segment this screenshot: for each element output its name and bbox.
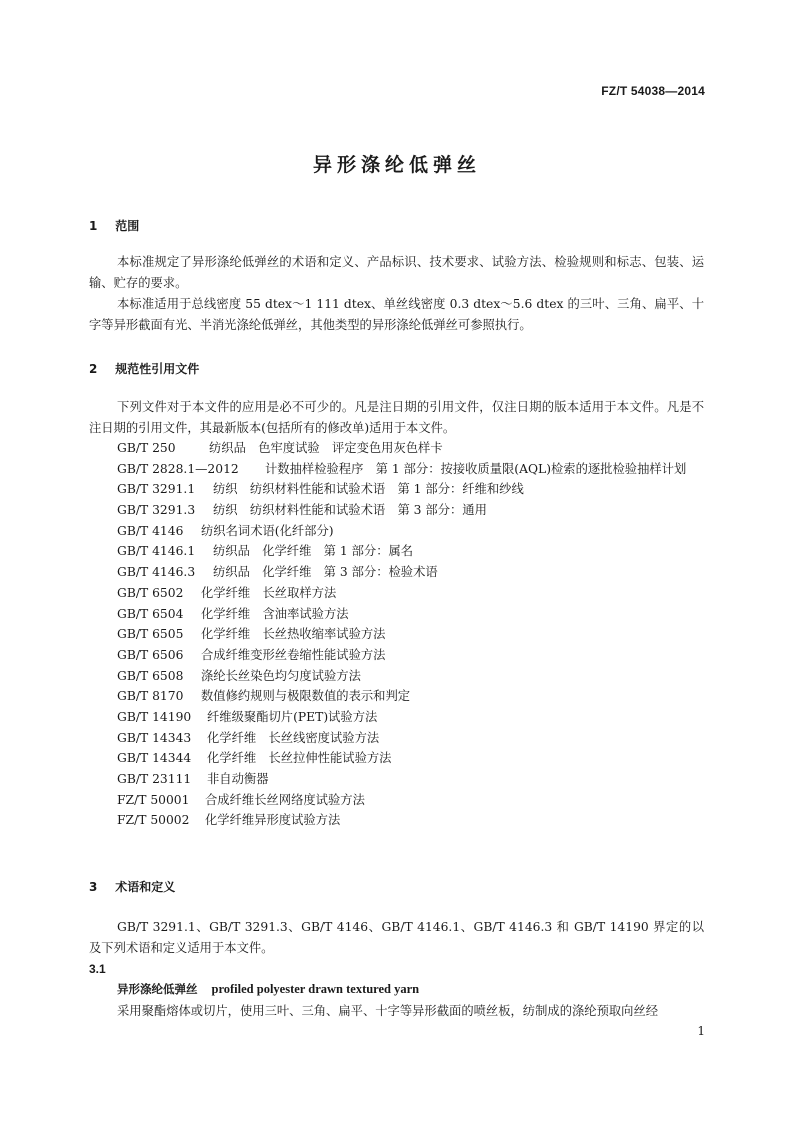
reference-title: 非自动衡器 <box>207 772 269 787</box>
reference-item <box>89 459 704 480</box>
standard-code: FZ/T 54038—2014 <box>601 84 705 98</box>
reference-item <box>89 562 704 583</box>
reference-item <box>89 790 704 811</box>
reference-code: GB/T 23111 <box>117 772 192 787</box>
section-2-heading <box>89 360 199 377</box>
section-1-paragraph-1: 本标准规定了异形涤纶低弹丝的术语和定义、产品标识、技术要求、试验方法、检验规则和标志、包装、运输、贮存的要求。 <box>89 255 704 290</box>
reference-title: 化学纤维 长丝取样方法 <box>201 585 337 600</box>
reference-item <box>89 541 704 562</box>
term-definition: 采用聚酯熔体或切片，使用三叶、三角、扁平、十字等异形截面的喷丝板，纺制成的涤纶预取向丝经 <box>117 1004 659 1018</box>
section-number: 3 <box>89 880 98 894</box>
reference-code: GB/T 14344 <box>117 751 192 766</box>
reference-item <box>89 500 704 521</box>
reference-code: GB/T 14190 <box>117 709 192 724</box>
reference-item <box>89 666 704 687</box>
reference-code: GB/T 14343 <box>117 730 192 745</box>
reference-code: FZ/T 50002 <box>117 813 190 828</box>
section-3-heading <box>89 878 175 895</box>
section-title: 术语和定义 <box>115 880 176 894</box>
reference-item <box>89 769 704 790</box>
section-1-heading <box>89 217 139 234</box>
normative-references-list <box>89 438 704 831</box>
section-2-intro: 下列文件对于本文件的应用是必不可少的。凡是注日期的引用文件，仅注日期的版本适用于本文件。凡是不注日期的引用文件，其最新版本(包括所有的修改单)适用于本文件。 <box>89 400 704 435</box>
reference-title: 纺织品 色牢度试验 评定变色用灰色样卡 <box>209 441 443 455</box>
reference-item <box>89 707 704 728</box>
reference-item <box>89 521 704 542</box>
reference-title: 数值修约规则与极限数值的表示和判定 <box>201 689 411 704</box>
section-number: 1 <box>89 219 98 233</box>
reference-code: GB/T 2828.1—2012 <box>117 461 239 476</box>
section-3-intro: GB/T 3291.1、GB/T 3291.3、GB/T 4146、GB/T 4146.1、GB/T 4146.3 和 GB/T 14190 界定的以及下列术语和定义适用于本文件。 <box>89 920 704 955</box>
reference-code: GB/T 4146.3 <box>117 565 196 580</box>
section-1-paragraph-2: 本标准适用于总线密度 55 dtex～1 111 dtex、单丝线密度 0.3 dtex～5.6 dtex 的三叶、三角、扁平、十字等异形截面有光、半消光涤纶低弹丝，其他类型的异形涤纶低弹丝可参照执行。 <box>89 297 704 332</box>
reference-item <box>89 686 704 707</box>
reference-title: 化学纤维 含油率试验方法 <box>201 606 349 621</box>
term-number: 3.1 <box>89 962 106 976</box>
page-number: 1 <box>697 1024 705 1038</box>
reference-title: 计数抽样检验程序 第 1 部分：按接收质量限(AQL)检索的逐批检验抽样计划 <box>265 461 687 476</box>
reference-code: FZ/T 50001 <box>117 792 190 807</box>
reference-code: GB/T 3291.3 <box>117 503 196 518</box>
reference-item <box>89 645 704 666</box>
reference-title: 合成纤维长丝网络度试验方法 <box>205 792 365 807</box>
reference-title: 纺织品 化学纤维 第 3 部分：检验术语 <box>213 565 438 580</box>
reference-title: 化学纤维 长丝拉伸性能试验方法 <box>207 751 392 766</box>
reference-code: GB/T 6504 <box>117 606 184 621</box>
reference-code: GB/T 4146.1 <box>117 544 196 559</box>
reference-item <box>89 810 704 831</box>
reference-code: GB/T 6502 <box>117 585 184 600</box>
reference-item <box>89 748 704 769</box>
term-heading <box>117 981 419 997</box>
reference-item <box>89 604 704 625</box>
reference-code: GB/T 6506 <box>117 647 184 662</box>
reference-title: 化学纤维 长丝线密度试验方法 <box>207 730 380 745</box>
reference-title: 涤纶长丝染色均匀度试验方法 <box>201 668 361 683</box>
term-english: profiled polyester drawn textured yarn <box>211 982 420 996</box>
reference-item <box>89 728 704 749</box>
reference-code: GB/T 6505 <box>117 627 184 642</box>
reference-title: 纺织名词术语(化纤部分) <box>201 523 334 538</box>
reference-code: GB/T 8170 <box>117 689 184 704</box>
reference-code: GB/T 4146 <box>117 523 184 538</box>
reference-code: GB/T 250 <box>117 441 176 455</box>
section-title: 规范性引用文件 <box>115 362 200 376</box>
reference-item <box>89 583 704 604</box>
reference-code: GB/T 6508 <box>117 668 184 683</box>
term-chinese: 异形涤纶低弹丝 <box>117 982 198 996</box>
reference-item <box>89 438 704 459</box>
reference-title: 纺织 纺织材料性能和试验术语 第 3 部分：通用 <box>213 503 487 518</box>
reference-item <box>89 479 704 500</box>
section-number: 2 <box>89 362 98 376</box>
reference-title: 纺织品 化学纤维 第 1 部分：属名 <box>213 544 414 559</box>
reference-title: 合成纤维变形丝卷缩性能试验方法 <box>201 647 386 662</box>
section-title: 范围 <box>115 219 140 233</box>
reference-code: GB/T 3291.1 <box>117 482 196 497</box>
reference-item <box>89 624 704 645</box>
reference-title: 化学纤维 长丝热收缩率试验方法 <box>201 627 386 642</box>
reference-title: 纺织 纺织材料性能和试验术语 第 1 部分：纤维和纱线 <box>213 482 524 497</box>
reference-title: 纤维级聚酯切片(PET)试验方法 <box>207 709 378 724</box>
reference-title: 化学纤维异形度试验方法 <box>205 813 341 828</box>
document-title: 异形涤纶低弹丝 <box>312 154 481 176</box>
